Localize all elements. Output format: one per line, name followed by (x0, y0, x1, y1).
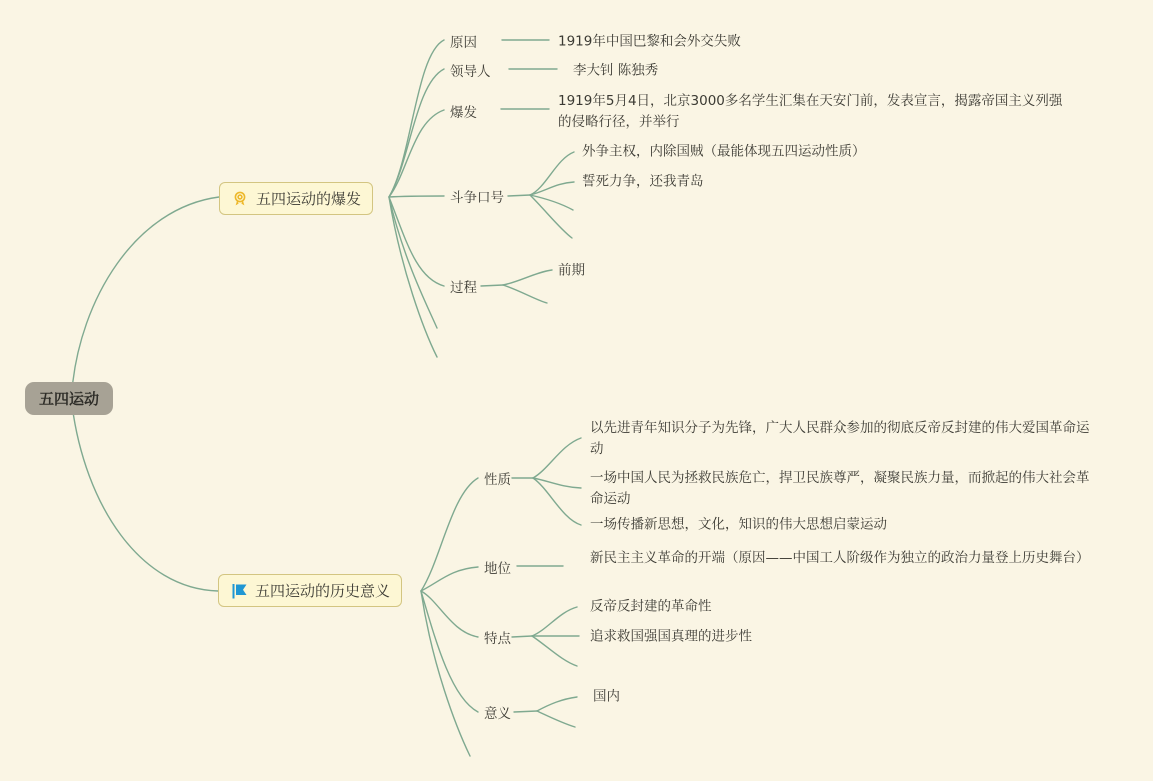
subtopic-slogans[interactable]: 斗争口号 (450, 190, 504, 206)
root-node-label: 五四运动 (39, 390, 100, 408)
detail-text[interactable]: 誓死力争，还我青岛 (582, 173, 704, 190)
subtopic-features[interactable]: 特点 (484, 631, 511, 647)
detail-text[interactable]: 一场传播新思想，文化，知识的伟大思想启蒙运动 (590, 516, 887, 533)
subtopic-nature[interactable]: 性质 (484, 472, 511, 488)
subtopic-meaning[interactable]: 意义 (484, 706, 511, 722)
subtopic-status[interactable]: 地位 (484, 561, 511, 577)
subtopic-outbreak[interactable]: 爆发 (450, 105, 477, 121)
subtopic-leaders[interactable]: 领导人 (450, 64, 491, 80)
topic-label: 五四运动的历史意义 (255, 582, 391, 600)
flag-icon (230, 582, 248, 600)
detail-text[interactable]: 国内 (593, 688, 620, 705)
topic-node-outbreak[interactable] (219, 182, 373, 215)
medal-icon (231, 190, 249, 208)
detail-text[interactable]: 以先进青年知识分子为先锋，广大人民群众参加的彻底反帝反封建的伟大爱国革命运动 (590, 420, 1090, 457)
subtopic-cause[interactable]: 原因 (450, 35, 477, 51)
root-node[interactable] (25, 382, 113, 415)
detail-text[interactable]: 李大钊 陈独秀 (573, 62, 659, 79)
detail-text[interactable]: 一场中国人民为拯救民族危亡，捍卫民族尊严，凝聚民族力量，而掀起的伟大社会革命运动 (590, 470, 1090, 507)
detail-text[interactable]: 新民主主义革命的开端（原因——中国工人阶级作为独立的政治力量登上历史舞台） (590, 550, 1090, 566)
detail-text[interactable]: 外争主权，内除国贼（最能体现五四运动性质） (582, 143, 866, 160)
detail-text[interactable]: 反帝反封建的革命性 (590, 598, 712, 615)
topic-node-significance[interactable] (218, 574, 402, 607)
detail-text[interactable]: 前期 (558, 262, 585, 279)
detail-text[interactable]: 1919年中国巴黎和会外交失败 (558, 33, 741, 50)
detail-text[interactable]: 1919年5月4日，北京3000多名学生汇集在天安门前，发表宣言，揭露帝国主义列强的侵略行径，并举行 (558, 93, 1063, 130)
subtopic-process[interactable]: 过程 (450, 280, 477, 296)
topic-label: 五四运动的爆发 (256, 190, 362, 208)
detail-text[interactable]: 追求救国强国真理的进步性 (590, 628, 752, 645)
